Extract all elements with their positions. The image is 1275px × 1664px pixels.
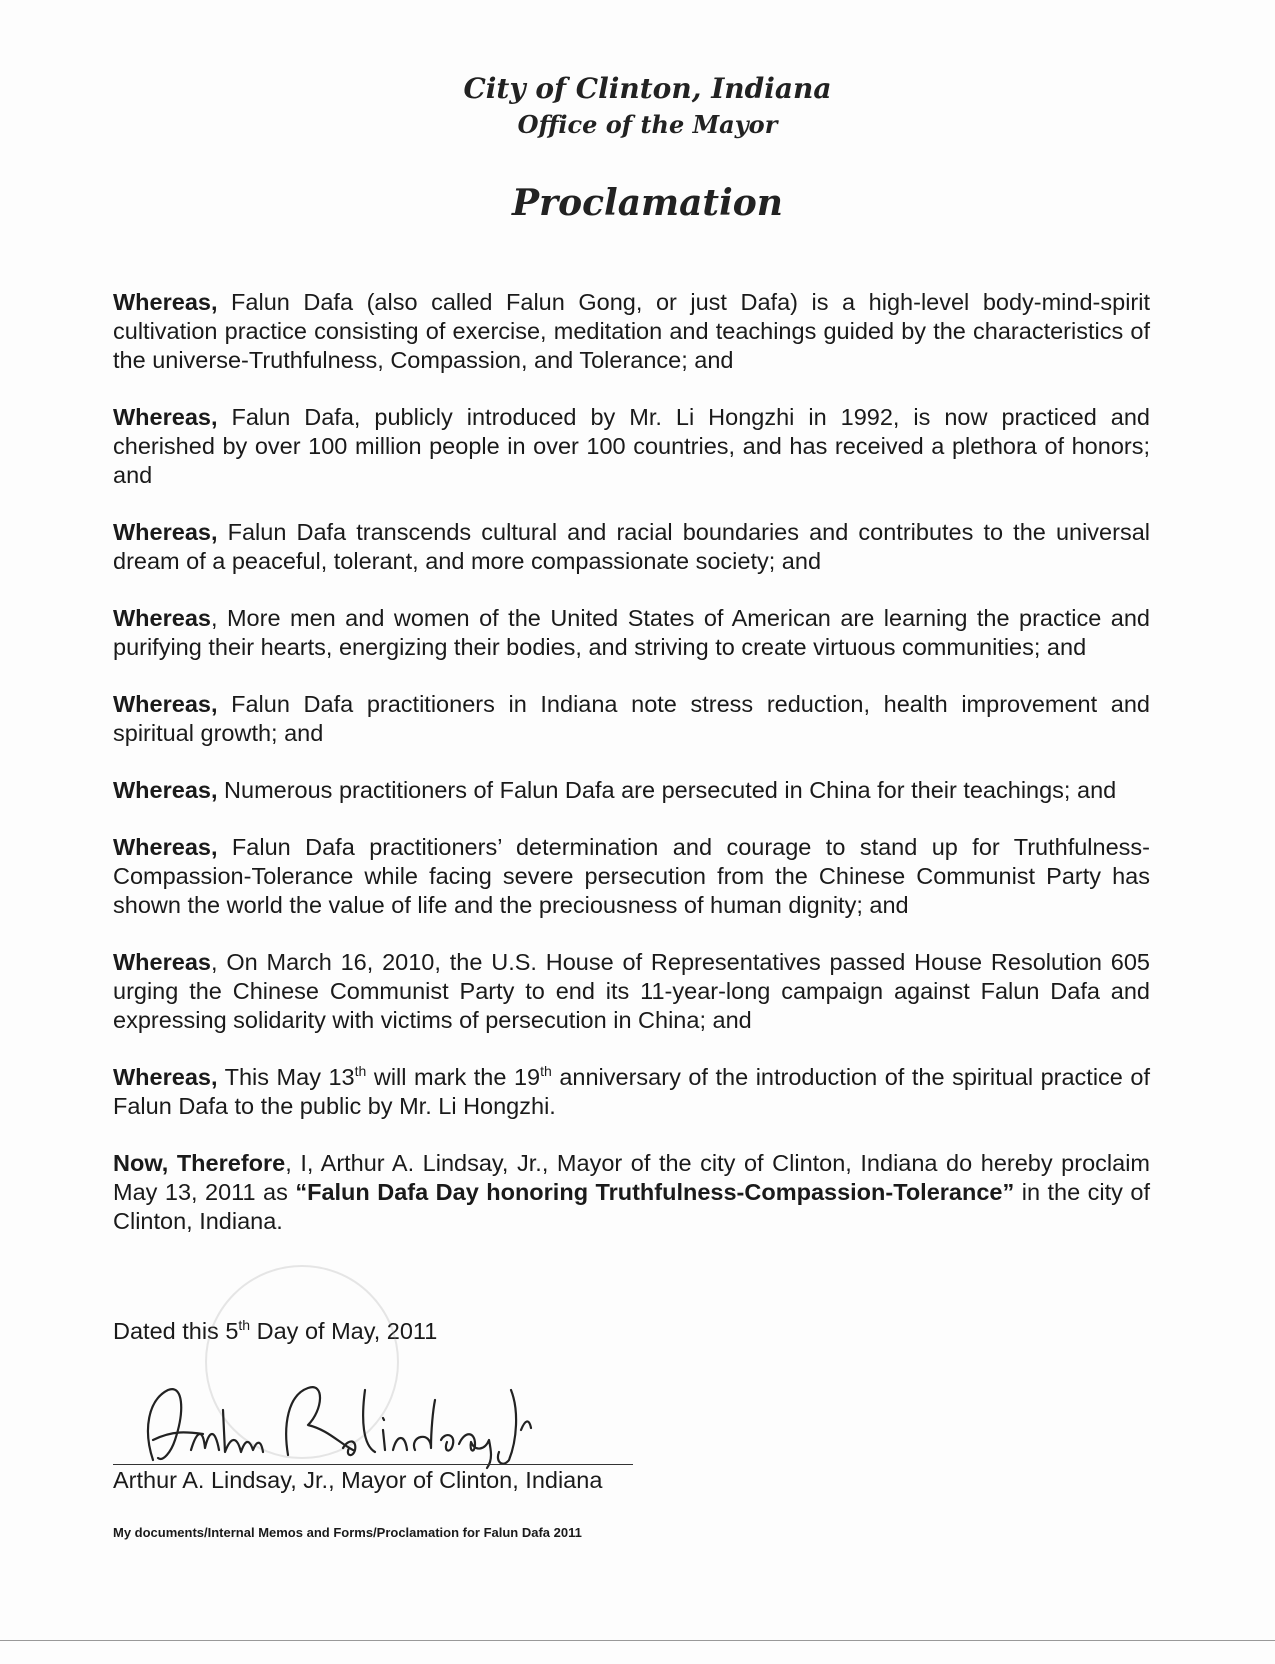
whereas-paragraph-9: Whereas, This May 13th will mark the 19th anniversary of the introduction of the spiritual practice of Falun Dafa to the public by Mr. Li Hongzhi. <box>113 1063 1151 1119</box>
whereas-paragraph-3: Whereas, Falun Dafa transcends cultural and racial boundaries and contributes to the universal dream of a peaceful, tolerant, and more compassionate society; and <box>113 519 1150 574</box>
whereas-paragraph-2: Whereas, Falun Dafa, publicly introduced by Mr. Li Hongzhi in 1992, is now practiced and cherished by over 100 million people in over 100 countries, and has received a plethora of honors; and <box>113 404 1150 488</box>
whereas-paragraph-4: Whereas, More men and women of the United States of American are learning the practice and purifying their hearts, energizing their bodies, and striving to create virtuous communities; and <box>113 605 1150 660</box>
whereas-paragraph-1: Whereas, Falun Dafa (also called Falun Gong, or just Dafa) is a high-level body-mind-spirit cultivation practice consisting of exercise, meditation and teachings guided by the characteristics of the universe-Truthfulness, Compassion, and Tolerance; and <box>113 289 1150 373</box>
proclamation-title: Proclamation <box>512 182 783 224</box>
whereas-paragraph-6: Whereas, Numerous practitioners of Falun Dafa are persecuted in China for their teachings; and <box>113 777 1117 803</box>
whereas-paragraph-8: Whereas, On March 16, 2010, the U.S. House of Representatives passed House Resolution 605 urging the Chinese Communist Party to end its 11-year-long campaign against Falun Dafa and expressing solidarity with victims of persecution in China; and <box>113 949 1150 1033</box>
signer-name: Arthur A. Lindsay, Jr., Mayor of Clinton, Indiana <box>113 1467 603 1493</box>
therefore-paragraph: Now, Therefore, I, Arthur A. Lindsay, Jr., Mayor of the city of Clinton, Indiana do hereby proclaim May 13, 2011 as “Falun Dafa Day honoring Truthfulness-Compassion-Tolerance” in the city of Clinton, Indiana. <box>113 1150 1150 1234</box>
office-heading: Office of the Mayor <box>517 110 778 139</box>
proclamation-body <box>113 288 1150 1264</box>
mayor-signature <box>113 1370 643 1470</box>
whereas-paragraph-5: Whereas, Falun Dafa practitioners in Indiana note stress reduction, health improvement and spiritual growth; and <box>113 691 1150 746</box>
whereas-paragraph-7: Whereas, Falun Dafa practitioners’ determination and courage to stand up for Truthfulness-Compassion-Tolerance while facing severe persecution from the Chinese Communist Party has shown the world the value of life and the preciousness of human dignity; and <box>113 834 1150 918</box>
dated-line: Dated this 5th Day of May, 2011 <box>113 1317 438 1344</box>
scan-edge-line <box>0 1640 1275 1641</box>
city-heading: City of Clinton, Indiana <box>463 72 832 105</box>
signature-line <box>113 1464 633 1465</box>
file-path-footer: My documents/Internal Memos and Forms/Proclamation for Falun Dafa 2011 <box>113 1525 582 1540</box>
